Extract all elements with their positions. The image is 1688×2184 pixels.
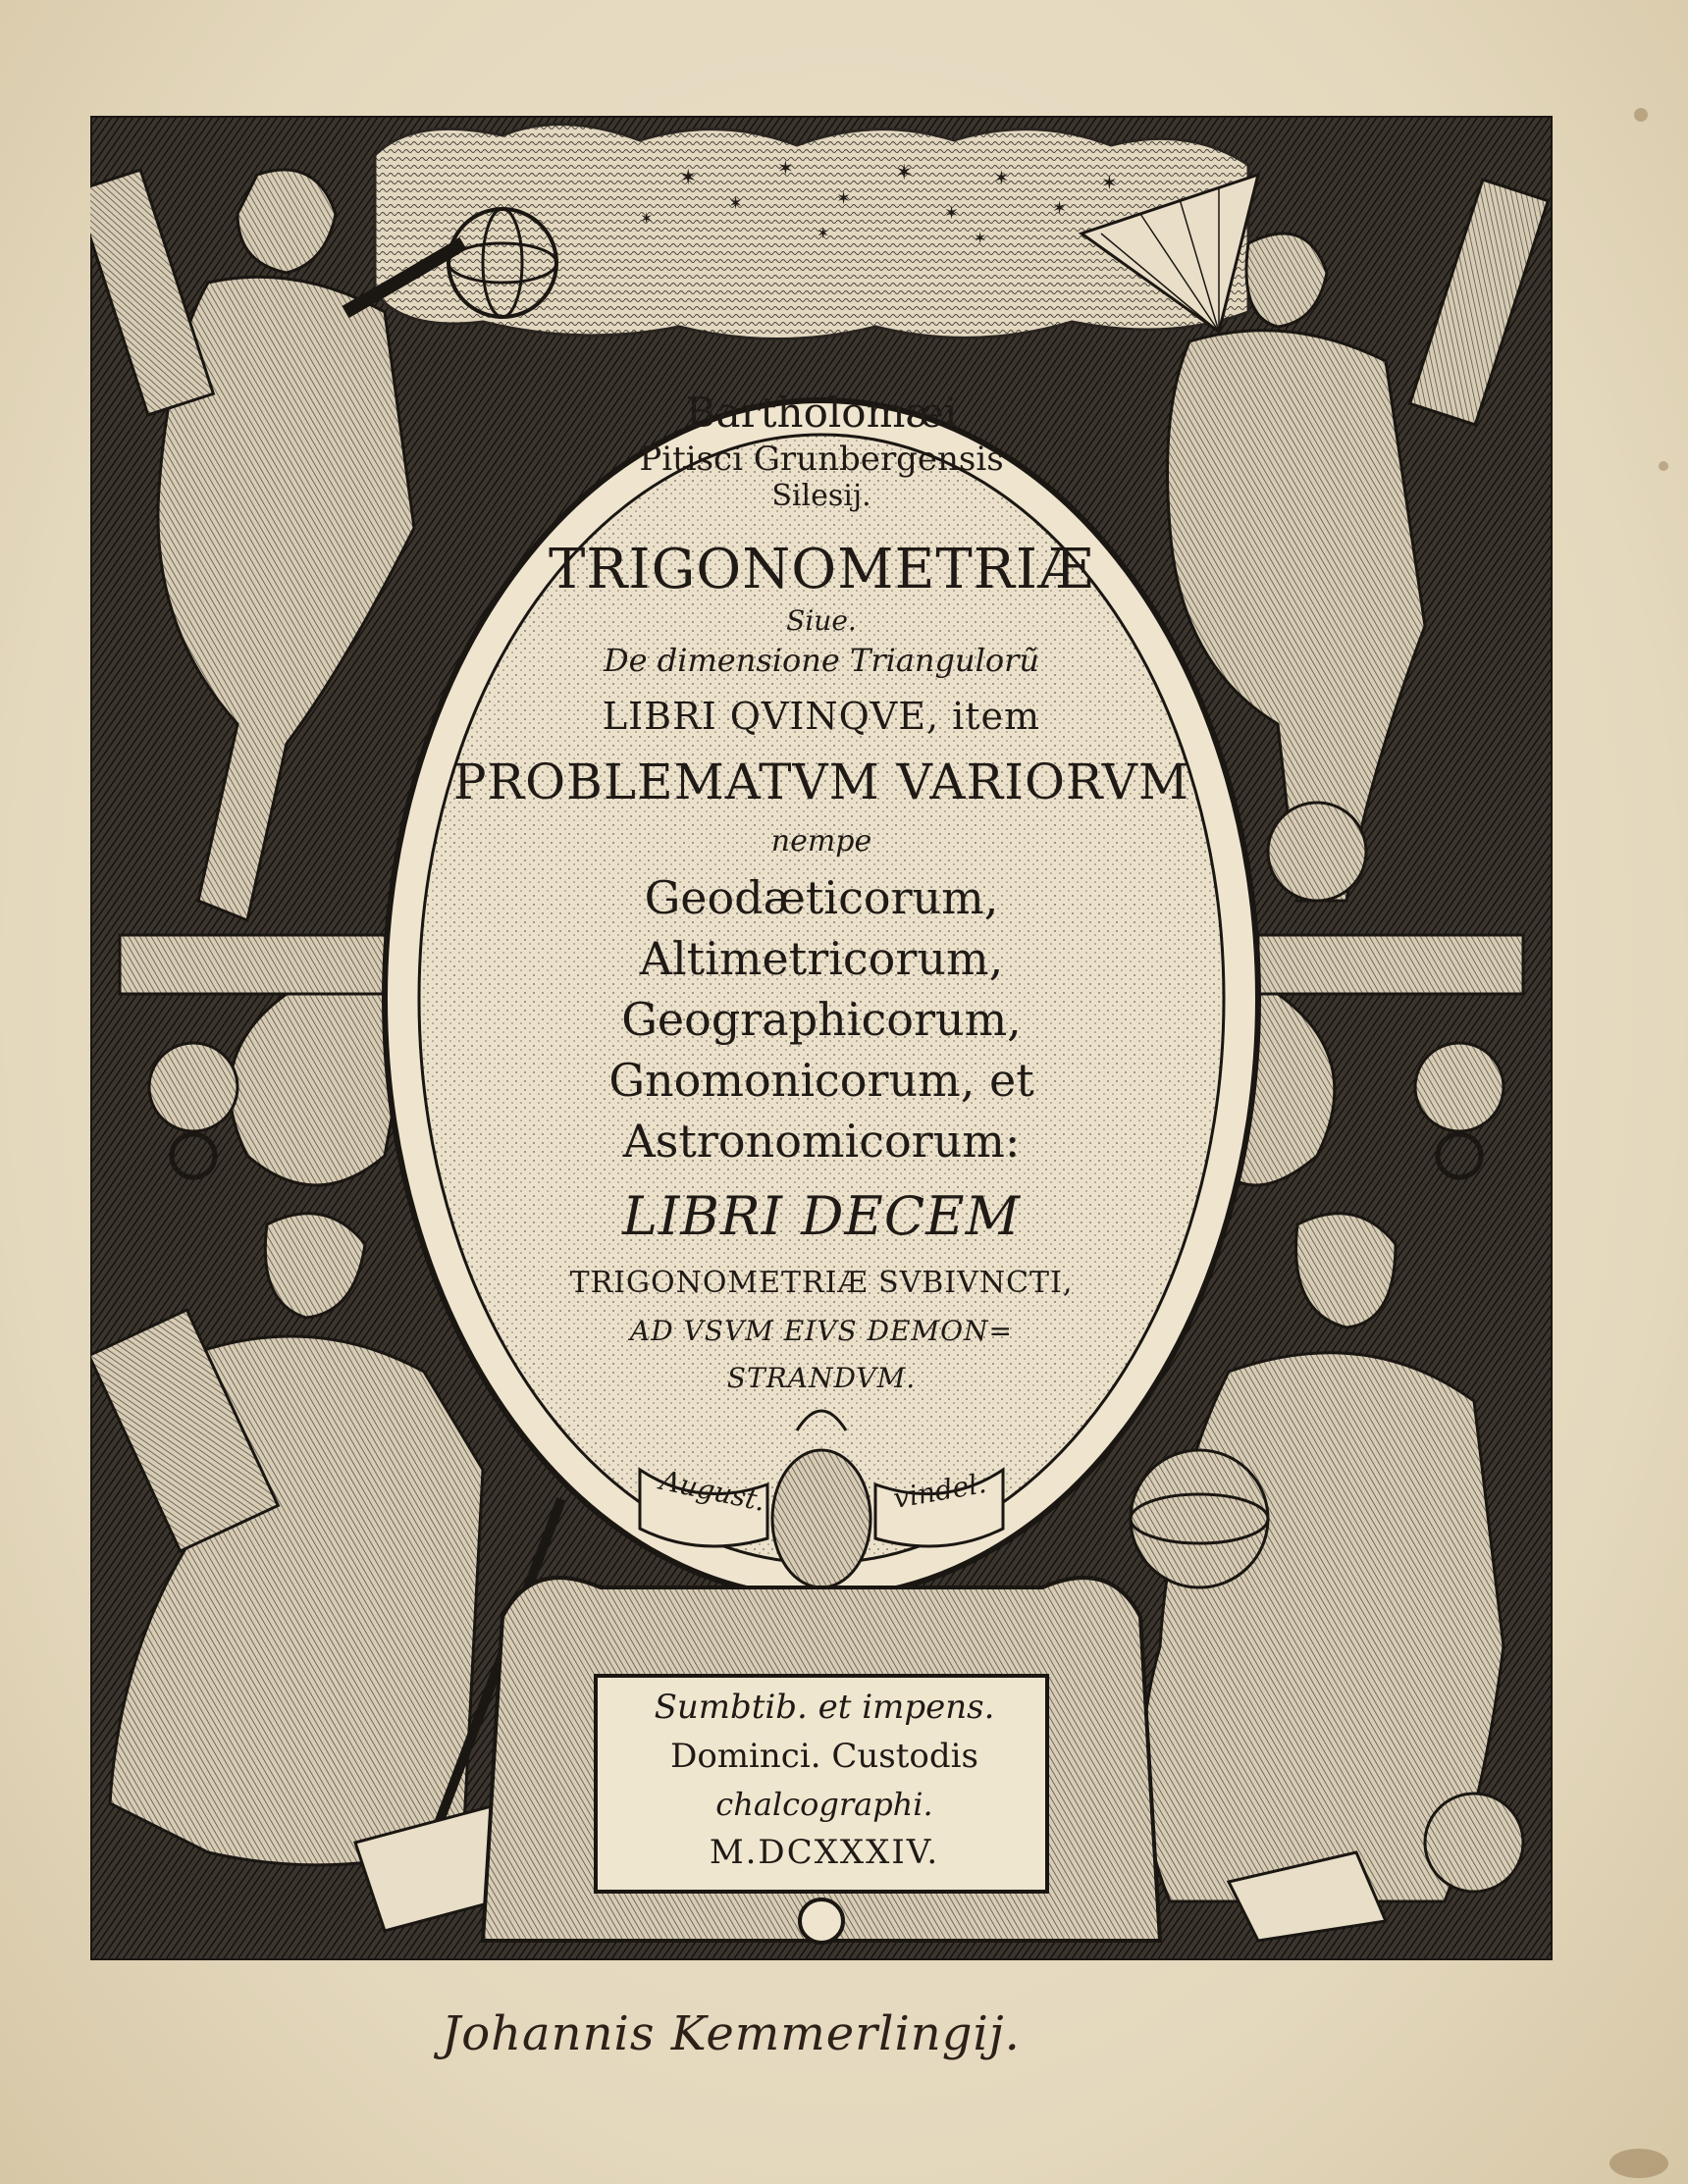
engraved-plate: [90, 116, 1553, 1960]
main-title: TRIGONOMETRIÆ: [548, 538, 1095, 601]
libri-decem: LIBRI DECEM: [622, 1185, 1021, 1247]
list-item: Astronomicorum:: [622, 1115, 1021, 1168]
ribbon-text-right: vindel.: [890, 1466, 989, 1516]
svg-text:✶: ✶: [777, 156, 794, 180]
nempe: nempe: [770, 824, 872, 858]
svg-text:✶: ✶: [895, 161, 914, 185]
imprint-line-1: Sumbtib. et impens.: [654, 1688, 995, 1727]
svg-text:✶: ✶: [1101, 171, 1118, 194]
svg-text:✶: ✶: [993, 166, 1010, 189]
strandum: STRANDVM.: [726, 1362, 917, 1394]
svg-text:✶: ✶: [640, 209, 654, 228]
foxing-spot: [1609, 2149, 1668, 2178]
ribbon-text-left: August.: [657, 1464, 768, 1518]
list-item: Geodæticorum,: [644, 871, 999, 924]
handwritten-signature: Johannis Kemmerlingij.: [442, 2006, 1021, 2061]
author-line-3: Silesij.: [771, 479, 871, 513]
author-line-1: Bartholomæi: [685, 389, 958, 437]
svg-text:✶: ✶: [728, 193, 744, 214]
svg-text:✶: ✶: [974, 229, 987, 247]
imprint-line-3: chalcographi.: [715, 1786, 933, 1823]
subtitle: De dimensione Triangulorũ: [603, 642, 1040, 679]
svg-text:✶: ✶: [944, 203, 960, 224]
foxing-spot: [1634, 108, 1648, 122]
trigonometriae-subiuncti: TRIGONOMETRIÆ SVBIVNCTI,: [569, 1266, 1074, 1300]
list-item: Gnomonicorum, et: [608, 1054, 1034, 1107]
svg-text:✶: ✶: [817, 224, 830, 242]
imprint-line-2: Dominci. Custodis: [670, 1737, 978, 1776]
ad-usum: AD VSVM EIVS DEMON=: [629, 1315, 1014, 1347]
svg-text:✶: ✶: [836, 188, 852, 209]
list-item: Altimetricorum,: [639, 932, 1004, 985]
svg-text:✶: ✶: [679, 166, 698, 190]
problematum: PROBLEMATVM VARIORVM: [452, 754, 1190, 810]
imprint-year: M.DCXXXIV.: [709, 1833, 940, 1872]
siue-line: Siue.: [786, 604, 857, 637]
author-line-2: Pitisci Grunbergensis: [639, 440, 1004, 479]
list-item: Geographicorum,: [621, 993, 1022, 1046]
libri-quinque: LIBRI QVINQVE, item: [602, 695, 1041, 738]
svg-text:✶: ✶: [1052, 198, 1068, 219]
foxing-spot: [1659, 461, 1668, 471]
